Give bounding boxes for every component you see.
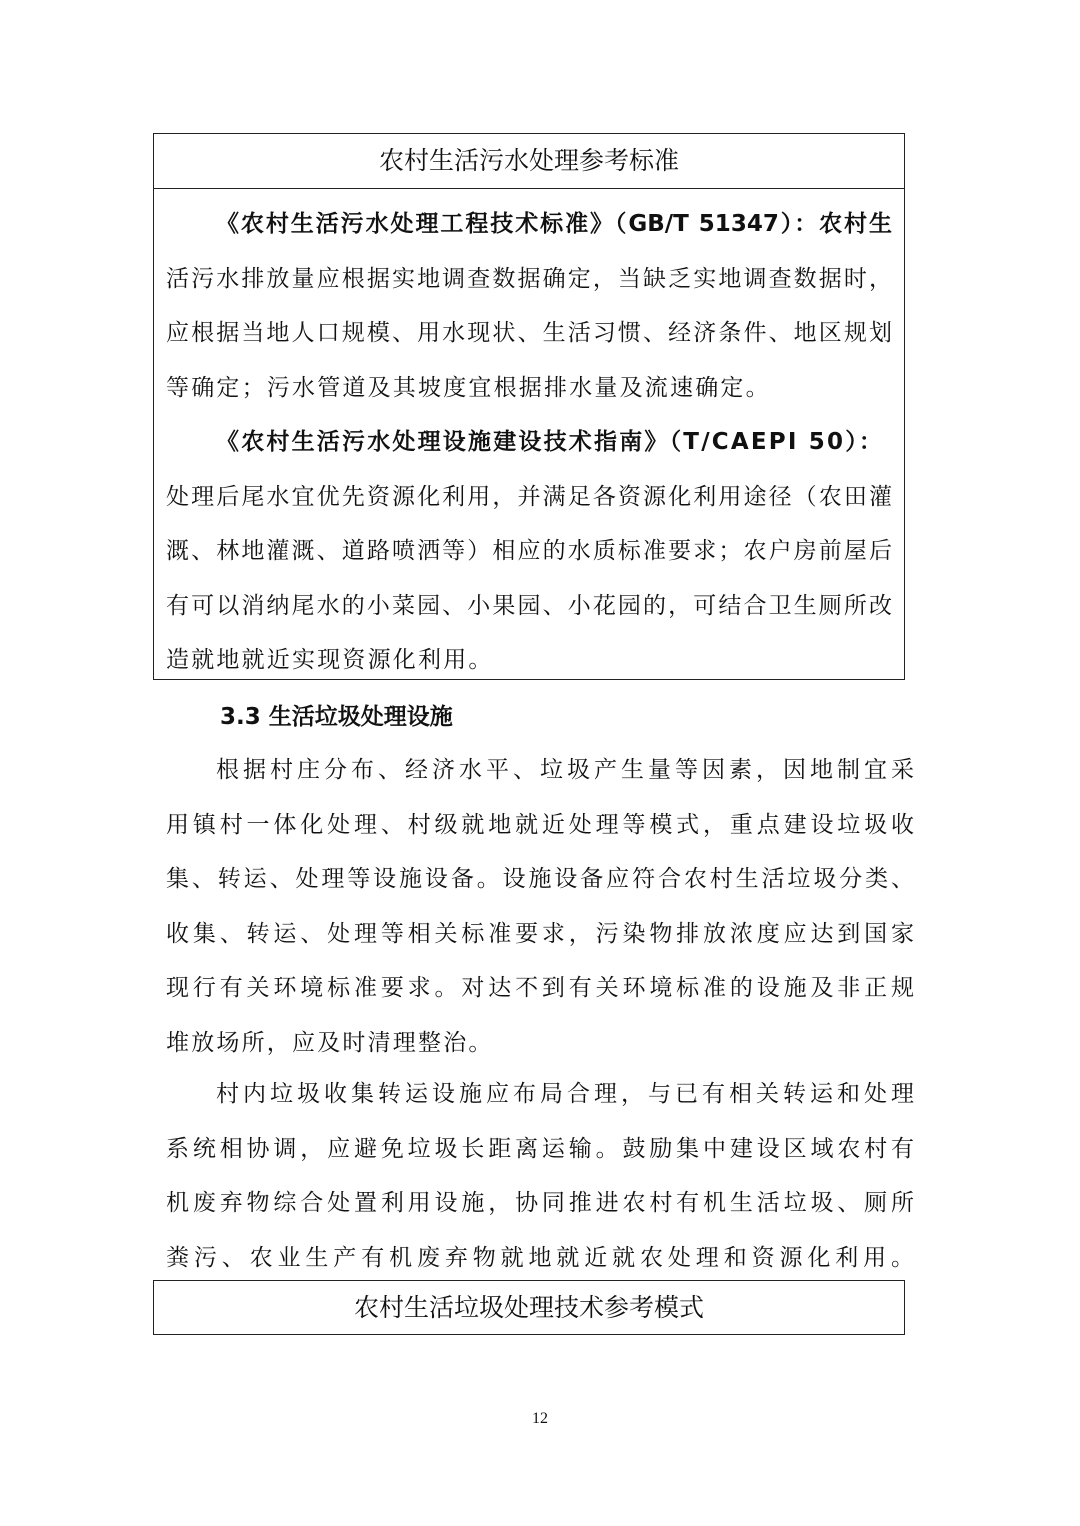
paragraph-2-line: 系统相协调，应避免垃圾长距离运输。鼓励集中建设区域农村有 [166, 1135, 914, 1162]
standard-1-line-3: 应根据当地人口规模、用水现状、生活习惯、经济条件、地区规划 [166, 320, 892, 346]
standard-1-line-4: 等确定；污水管道及其坡度宜根据排水量及流速确定。 [166, 374, 771, 401]
standard-1-line-2: 活污水排放量应根据实地调查数据确定，当缺乏实地调查数据时， [166, 265, 892, 292]
section-heading: 3.3 生活垃圾处理设施 [220, 704, 453, 730]
standard-2-line-2: 处理后尾水宜优先资源化利用，并满足各资源化利用途径（农田灌 [166, 483, 892, 510]
paragraph-1 [166, 743, 914, 1070]
waste-modes-title: 农村生活垃圾处理技术参考模式 [353, 1293, 704, 1322]
paragraph-1-line: 收集、转运、处理等相关标准要求，污染物排放浓度应达到国家 [166, 920, 914, 947]
paragraph-1-line: 现行有关环境标准要求。对达不到有关环境标准的设施及非正规 [166, 975, 914, 1001]
sewage-standards-box [153, 133, 905, 680]
standard-1-name: 《农村生活污水处理工程技术标准》（GB/T 51347）：农村生 [216, 211, 892, 237]
paragraph-1-line: 堆放场所，应及时清理整治。 [166, 1029, 494, 1056]
paragraph-2-line: 粪污、农业生产有机废弃物就地就近就农处理和资源化利用。 [166, 1244, 914, 1271]
standard-2-line-5: 造就地就近实现资源化利用。 [166, 647, 494, 673]
waste-modes-box [153, 1280, 905, 1335]
page-number: 12 [532, 1410, 548, 1427]
paragraph-1-line: 用镇村一体化处理、村级就地就近处理等模式，重点建设垃圾收 [166, 811, 914, 838]
paragraph-2 [166, 1067, 914, 1285]
standard-2-line-3: 溉、林地灌溉、道路喷洒等）相应的水质标准要求；农户房前屋后 [166, 538, 892, 564]
sewage-standards-body [154, 189, 904, 688]
sewage-standards-title: 农村生活污水处理参考标准 [154, 134, 904, 189]
paragraph-1-line: 集、转运、处理等设施设备。设施设备应符合农村生活垃圾分类、 [166, 866, 914, 892]
paragraph-2-line: 村内垃圾收集转运设施应布局合理，与已有相关转运和处理 [216, 1081, 914, 1107]
standard-2-line-1: 《农村生活污水处理设施建设技术指南》（T/CAEPI 50）： [216, 429, 885, 455]
paragraph-2-line: 机废弃物综合处置利用设施，协同推进农村有机生活垃圾、厕所 [166, 1190, 914, 1216]
paragraph-1-line: 根据村庄分布、经济水平、垃圾产生量等因素，因地制宜采 [216, 757, 914, 783]
standard-2-line-4: 有可以消纳尾水的小菜园、小果园、小花园的，可结合卫生厕所改 [166, 592, 892, 619]
standard-1-line-1 [166, 197, 892, 252]
